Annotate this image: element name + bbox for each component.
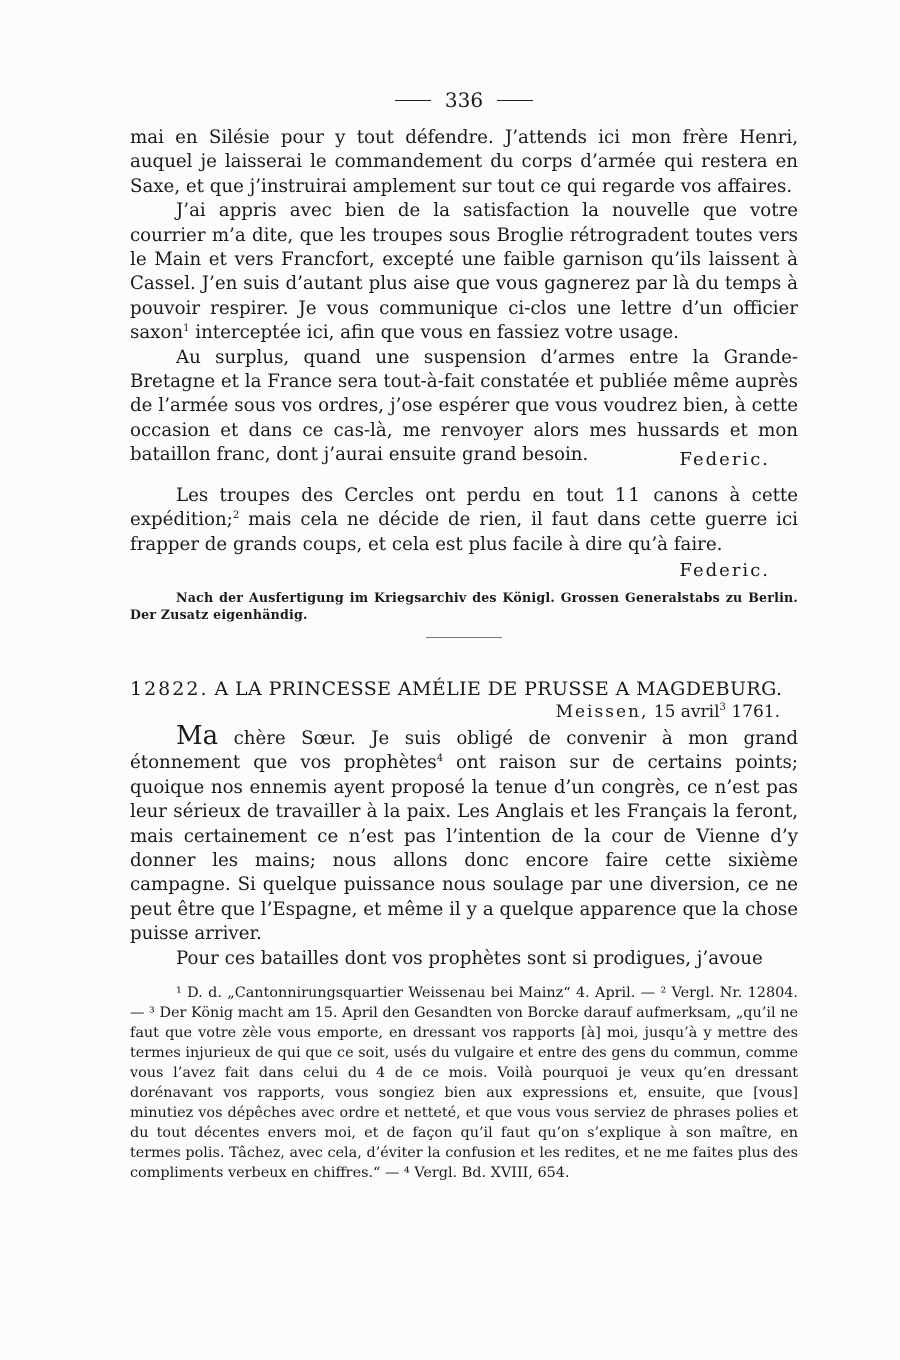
letter-body-continued: Pour ces batailles dont vos prophètes sont si prodigues, j’avoue: [176, 947, 763, 969]
letter-body-a: chère Sœur. Je suis obligé de convenir à mon grand étonnement que vos prophètes: [130, 727, 798, 774]
page: [130, 88, 798, 1183]
signature-1: Federic.: [679, 448, 770, 470]
letter-heading: [130, 678, 798, 700]
dateline-year: 1761.: [725, 701, 780, 722]
paragraph-suspension: Au surplus, quand une suspension d’armes entre la Grande-Bretagne et la France sera tout-à-fait constatée et publiée même auprès de l’armée sous vos ordres, j’ose espérer que vous voudrez bien, à cette occasion et dans ce cas-là, me renvoyer alors mes hussards et mon bataillon franc, dont j’aurai ensuite grand besoin.: [130, 346, 798, 466]
letter-dateline: [130, 702, 780, 722]
paragraph-broglie-end: interceptée ici, afin que vous en fassiez votre usage.: [195, 322, 679, 344]
opening-capital: Ma: [176, 720, 219, 751]
postscript-text-b: canons à cette expédition;: [130, 484, 798, 531]
paragraph-continued: mai en Silésie pour y tout défendre. J’attends ici mon frère Henri, auquel je laisserai le commandement du corps d’armée qui restera en Saxe, et que j’instruirai amplement sur tout ce qui regarde vos affaires.: [130, 127, 798, 197]
letter-title: A LA PRINCESSE AMÉLIE DE PRUSSE A MAGDEBURG.: [214, 677, 783, 700]
footnote-ref-3[interactable]: 3: [719, 701, 726, 713]
paragraph-broglie: [130, 199, 798, 345]
footnote-ref-1[interactable]: 1: [183, 323, 190, 335]
dateline-date: 15 avril: [653, 701, 720, 722]
source-note: Nach der Ausfertigung im Kriegsarchiv des Königl. Grossen Generalstabs zu Berlin. Der Zusatz eigenhändig.: [130, 589, 798, 622]
letter-number: 12822.: [130, 677, 209, 700]
footnote-ref-2[interactable]: 2: [232, 510, 240, 522]
header-dash-right: [497, 100, 533, 101]
letter-body-b: ont raison sur de certains points; quoique nos ennemis ayent proposé la tenue d’un congrès, ce n’est pas leur sérieux de travailler à la paix. Les Anglais et les Français la feront, mais certainement ce n’est pas l’intention de la cour de Vienne d’y donner les mains; nous allons donc encore faire cette sixième campagne. Si quelque puissance nous soulage par une diversion, ce ne peut être que l’Espagne, et même il y a quelque apparence que la chose puisse arriver.: [130, 752, 798, 945]
dateline-place: Meissen,: [555, 701, 649, 722]
footnotes-text: ¹ D. d. „Cantonnirungsquartier Weissenau bei Mainz“ 4. April. — ² Vergl. Nr. 12804. — ³ Der König macht am 15. April den Gesandten von Borcke darauf aufmerksam, „qu’il ne faut que votre zèle vous emporte, en dressant vos rapports [à] moi, jusqu’à y mettre des termes injurieux de qui que ce soit, usés du vulgaire et entre des gens du commun, comme vous l’avez fait dans celui du 4 de ce mois. Voilà pourquoi je veux qu’en dressant dorénavant vos rapports, vous songiez bien aux expressions et, ensuite, que [vous] minutiez vos dépêches avec ordre et netteté, et que vous vous serviez de phrases polies et du tout décentes envers moi, et de façon qu’il faut qu’on s’explique à son maître, en termes polis. Tâchez, avec cela, d’éviter la confusion et les redites, et ne me faites plus des compliments verbeux en chiffres.“ — ⁴ Vergl. Bd. XVIII, 654.: [130, 984, 798, 1181]
postscript-number: 11: [614, 484, 642, 506]
page-number: 336: [444, 88, 484, 112]
postscript-text-c: mais cela ne décide de rien, il faut dans cette guerre ici frapper de grands coups, et cela est plus facile à dire qu’à faire.: [130, 509, 798, 555]
header-dash-left: [395, 100, 431, 101]
postscript-text-a: Les troupes des Cercles ont perdu en tout: [176, 484, 615, 506]
section-divider: [426, 637, 502, 638]
postscript: [130, 484, 798, 557]
signature-2: Federic.: [679, 559, 770, 581]
page-header: [130, 88, 798, 112]
footnote-ref-4[interactable]: 4: [436, 753, 444, 765]
footnotes: [130, 983, 798, 1183]
letter-body: [130, 720, 798, 947]
paragraph-broglie-text: J’ai appris avec bien de la satisfaction la nouvelle que votre courrier m’a dite, que les troupes sous Broglie rétrogradent toutes vers le Main et vers Francfort, excepté une faible garnison qu’ils laissent à Cassel. J’en suis d’autant plus aise que vous gagnerez par là du temps à pouvoir respirer. Je vous communique ci-clos une lettre d’un officier saxon: [130, 200, 798, 344]
